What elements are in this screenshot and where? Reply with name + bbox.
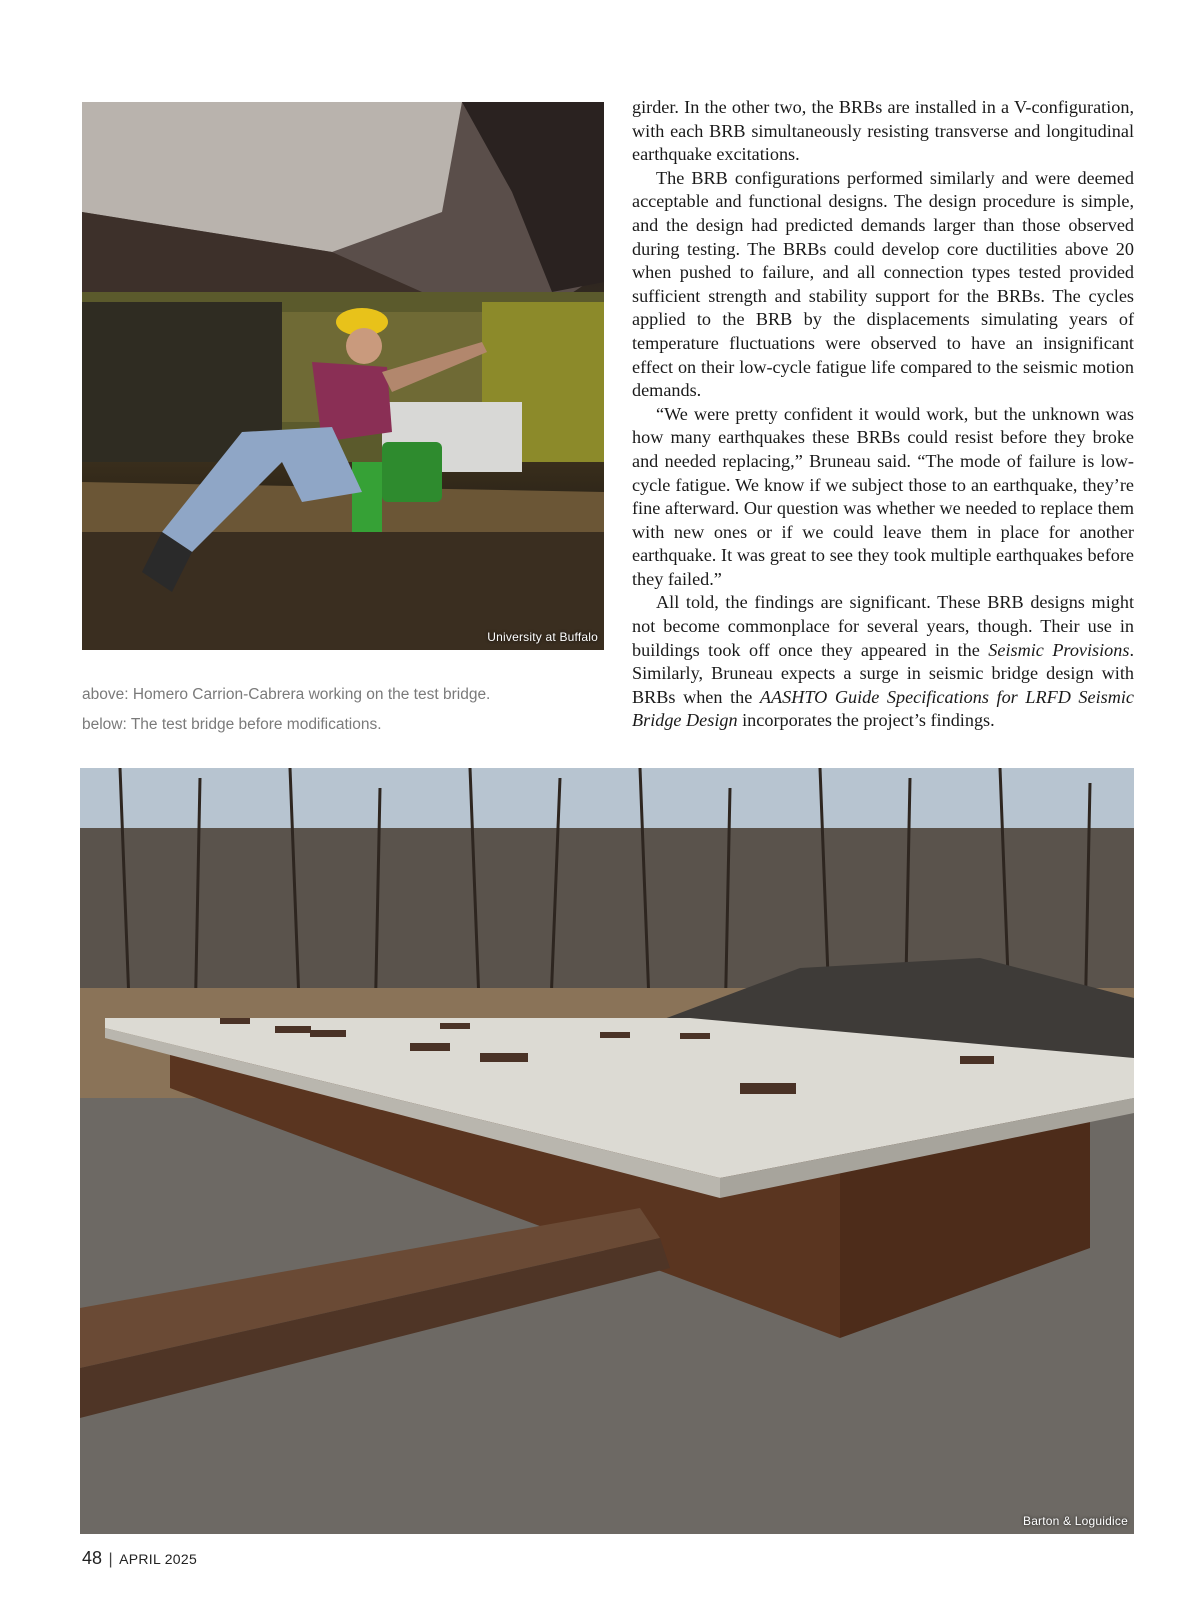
seismic-provisions-title: Seismic Provisions <box>988 639 1130 660</box>
photo-test-bridge-illustration <box>80 768 1134 1534</box>
article-body <box>632 96 1134 733</box>
photo-credit: University at Buffalo <box>487 630 598 644</box>
photo-credit: Barton & Loguidice <box>1022 1514 1128 1528</box>
photo-test-bridge <box>80 768 1134 1534</box>
photo-researcher-illustration <box>82 102 604 650</box>
paragraph-4-text-c: incorporates the project’s findings. <box>737 710 995 731</box>
caption-above: above: Homero Carrion-Cabrera working on the test bridge. <box>82 686 491 703</box>
footer-separator: | <box>108 1551 113 1568</box>
paragraph-4 <box>632 591 1134 733</box>
caption-below: below: The test bridge before modifications. <box>82 716 382 733</box>
issue-date: APRIL 2025 <box>119 1551 198 1567</box>
paragraph-4-text-a: All told, the findings are significant. These BRB designs might not become commonplace for several years, though. Their use in buildings took off once they appeared in the <box>632 592 1134 660</box>
page-number: 48 <box>82 1548 103 1568</box>
aashto-guide-title: AASHTO Guide Specifications for LRFD Seismic Bridge Design <box>632 686 1134 731</box>
paragraph-3: “We were pretty confident it would work, but the unknown was how many earthquakes these BRBs could resist before they broke and needed replacing,” Bruneau said. “The mode of failure is low-cycle fatigue. We know if we subject those to an earthquake, they’re fine afterward. Our question was whether we needed to replace them with new ones or if we could leave them in place for another earthquake. It was great to see they took multiple earthquakes before they failed.” <box>632 403 1134 589</box>
paragraph-2: The BRB configurations performed similarly and were deemed acceptable and functional designs. The design procedure is simple, and the design had predicted demands larger than those observed during testing. The BRBs could develop core ductilities above 20 when pushed to failure, and all connection types tested provided sufficient strength and stability support for the BRBs. The cycles applied to the BRB by the displacements simulating years of temperature fluctuations were observed to have an insignificant effect on their low-cycle fatigue life compared to the seismic motion demands. <box>632 167 1134 401</box>
paragraph-4-text-b: . Similarly, Bruneau expects a surge in seismic bridge design with BRBs when the <box>632 639 1134 707</box>
paragraph-1: girder. In the other two, the BRBs are installed in a V-configuration, with each BRB simultaneously resisting transverse and longitudinal earthquake excitations. <box>632 97 1134 165</box>
photo-researcher-under-bridge <box>82 102 604 650</box>
page-footer <box>82 1548 197 1569</box>
